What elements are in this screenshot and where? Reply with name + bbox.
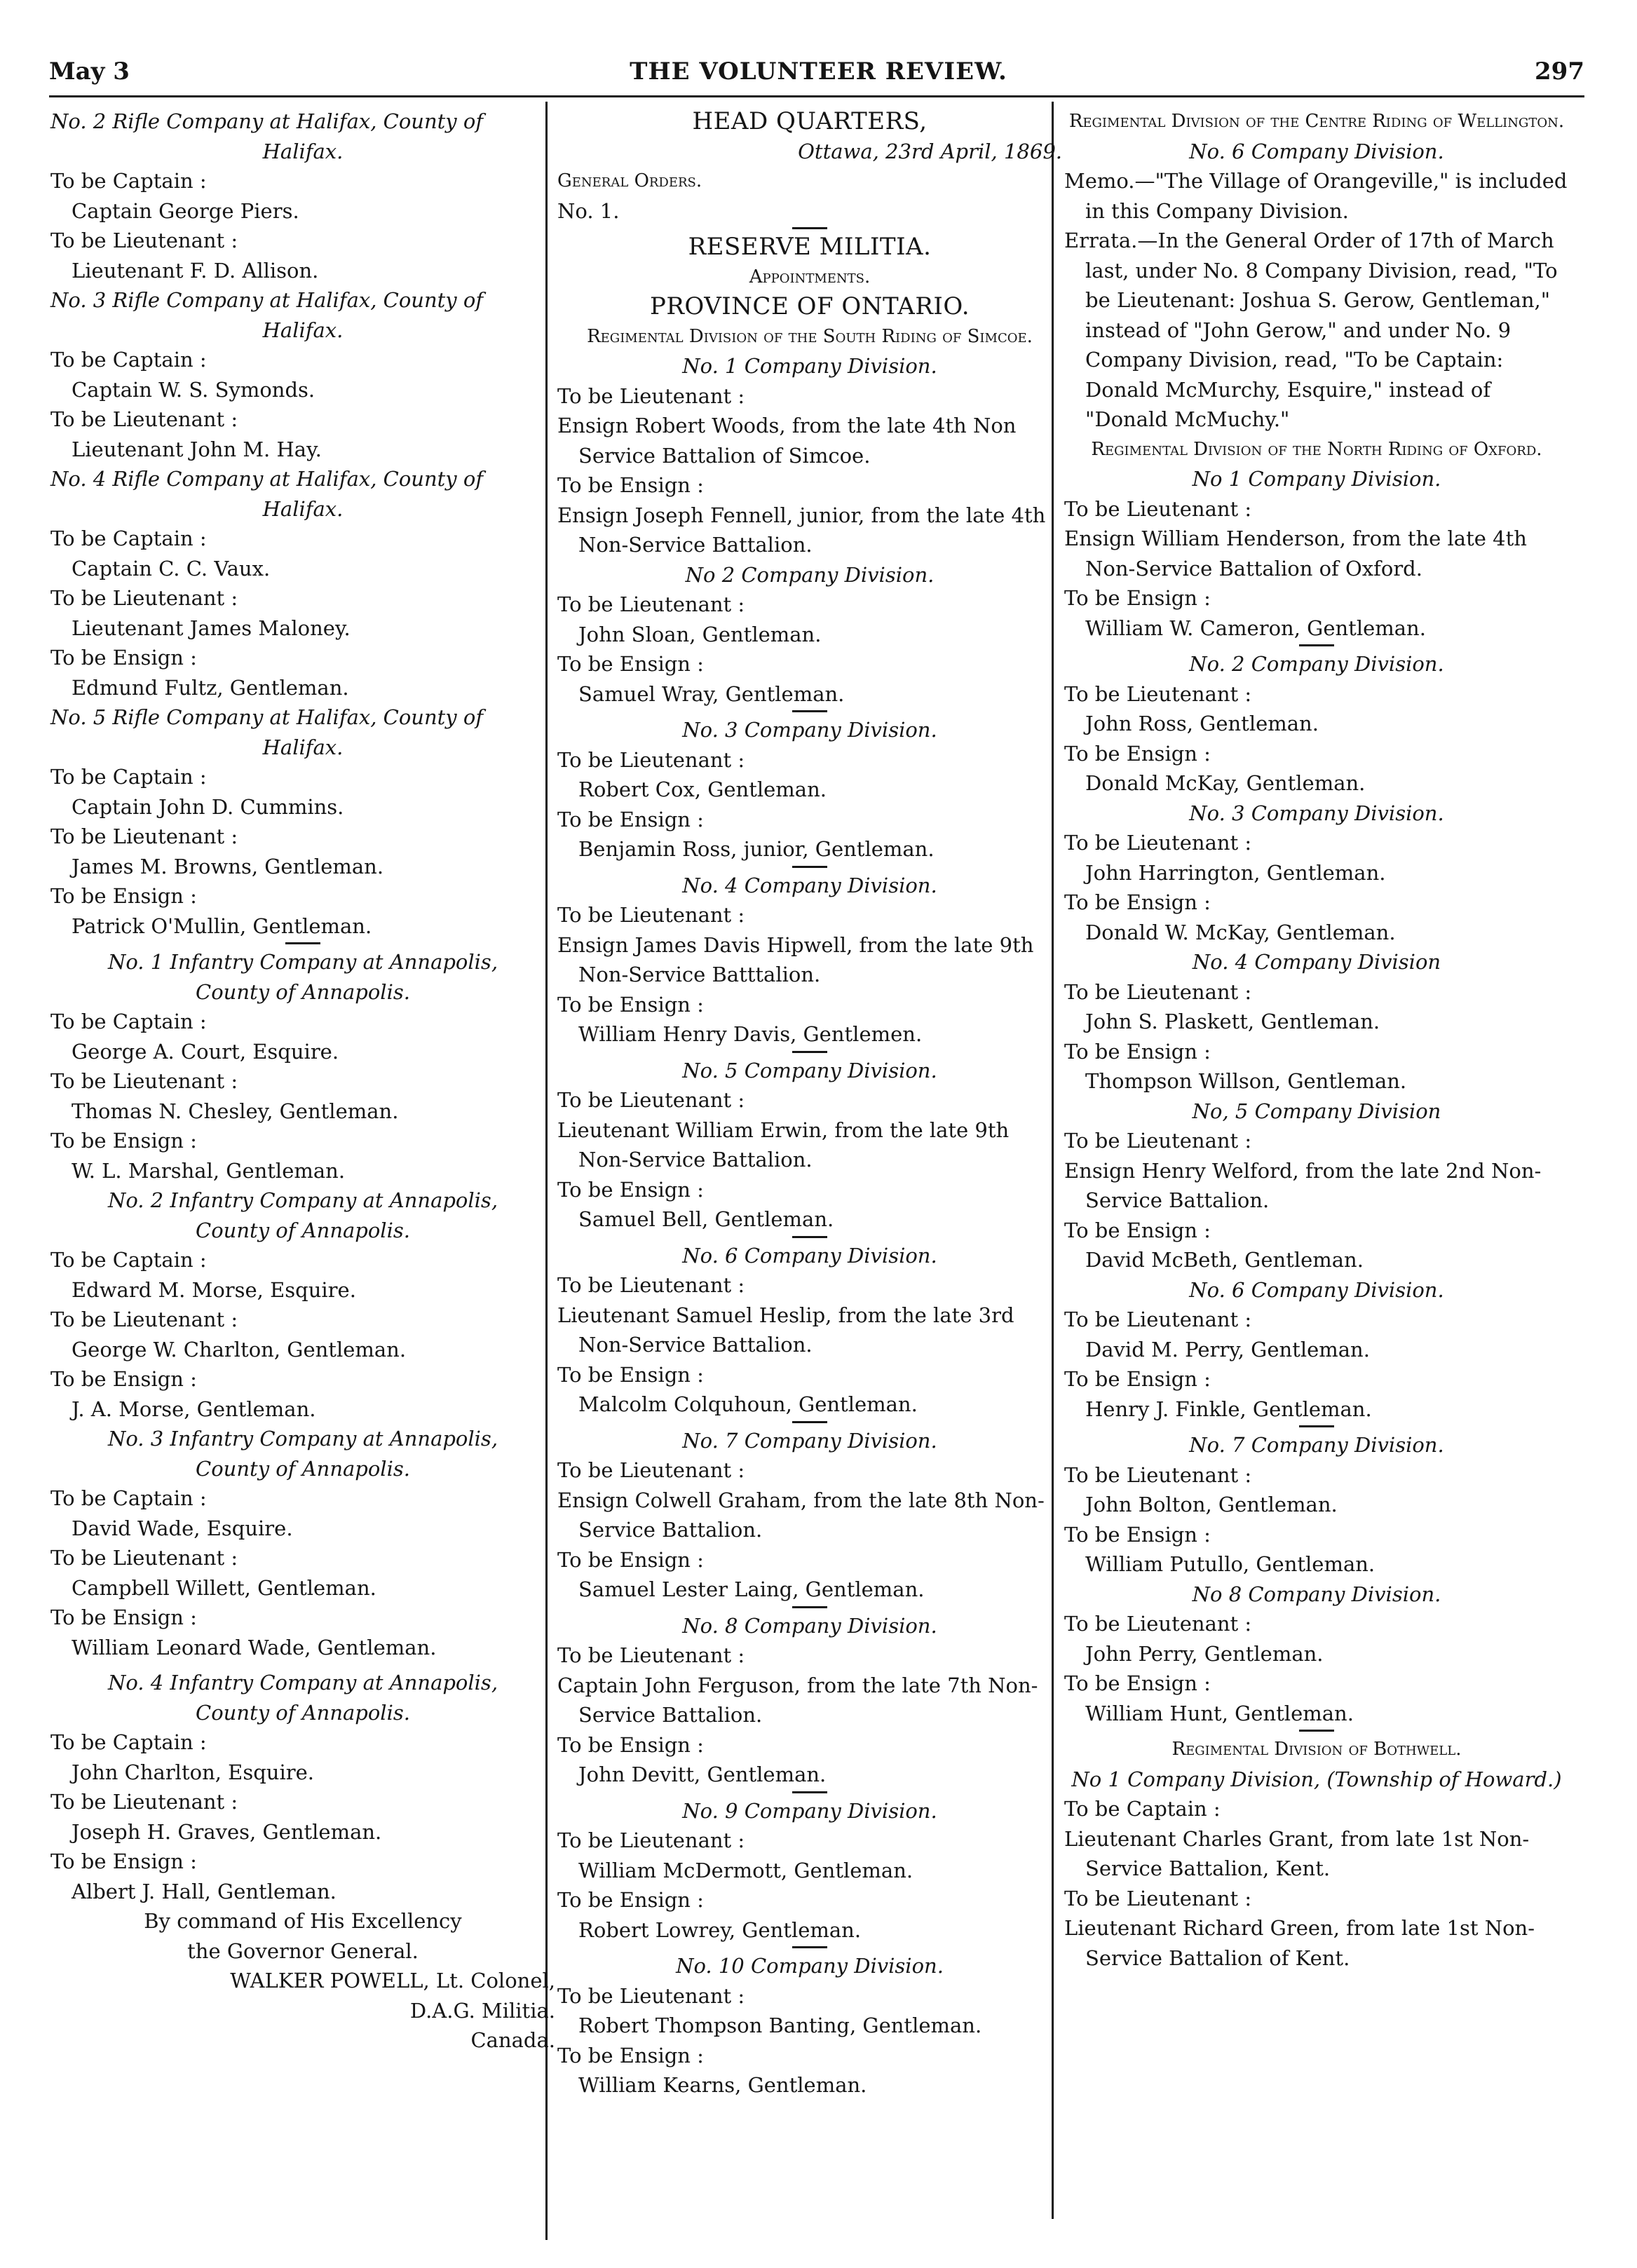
- text-line: Joseph H. Graves, Gentleman.: [72, 1819, 382, 1844]
- text-line: To be Lieutenant :: [1064, 1612, 1252, 1636]
- text-line: To be Lieutenant :: [1064, 1462, 1252, 1487]
- text-line: By command of His Excellency: [144, 1909, 462, 1933]
- page-number: 297: [1535, 57, 1584, 86]
- text-line: Lieutenant Richard Green, from late 1st Non-Service Battalion of Kent.: [1064, 1916, 1535, 1970]
- text-line: George W. Charlton, Gentleman.: [72, 1337, 407, 1362]
- text-line: To be Captain :: [50, 348, 207, 372]
- text-line: To be Ensign :: [1064, 1671, 1211, 1695]
- text-line: John Ross, Gentleman.: [1085, 712, 1319, 735]
- text-line: Halifax.: [262, 318, 344, 342]
- text-line: To be Lieutenant :: [1064, 1129, 1252, 1153]
- text-line: Captain George Piers.: [72, 198, 299, 223]
- text-line: To be Ensign :: [557, 473, 704, 497]
- text-line: John Harrington, Gentleman.: [1085, 860, 1386, 885]
- text-line: To be Ensign :: [557, 1888, 704, 1912]
- text-line: To be Lieutenant :: [557, 1458, 745, 1482]
- text-line: To be Ensign :: [557, 807, 704, 831]
- text-line: John Perry, Gentleman.: [1085, 1641, 1324, 1666]
- text-line: Campbell Willett, Gentleman.: [72, 1575, 376, 1600]
- text-line: No. 1 Infantry Company at Annapolis,: [107, 950, 498, 974]
- text-line: Thompson Willson, Gentleman.: [1085, 1069, 1407, 1093]
- text-line: To be Ensign :: [557, 992, 704, 1017]
- text-line: To be Captain :: [50, 1486, 207, 1510]
- text-line: To be Captain :: [50, 765, 207, 789]
- text-line: To be Lieutenant :: [557, 1273, 745, 1297]
- text-line: No. 6 Company Division.: [1189, 1277, 1444, 1302]
- text-line: To be Captain :: [50, 1010, 207, 1033]
- section-dash: [285, 942, 320, 944]
- text-line: Halifax.: [262, 139, 344, 163]
- text-line: William Putullo, Gentleman.: [1085, 1552, 1376, 1576]
- text-line: No. 3 Infantry Company at Annapolis,: [107, 1427, 498, 1451]
- text-line: To be Lieutenant :: [557, 1828, 745, 1852]
- text-line: Samuel Bell, Gentleman.: [578, 1207, 834, 1231]
- text-line: John Sloan, Gentleman.: [578, 622, 822, 646]
- text-line: Henry J. Finkle, Gentleman.: [1085, 1397, 1372, 1421]
- header-date: May 3: [49, 57, 130, 86]
- text-line: Robert Thompson Banting, Gentleman.: [578, 2014, 982, 2037]
- text-line: No. 4 Infantry Company at Annapolis,: [107, 1671, 498, 1695]
- text-line: To be Lieutenant :: [557, 383, 745, 408]
- text-line: To be Ensign :: [1064, 1522, 1211, 1547]
- text-line: To be Ensign :: [557, 1362, 704, 1387]
- text-line: To be Captain :: [50, 1730, 207, 1754]
- text-line: No. 3 Rifle Company at Halifax, County of: [50, 288, 484, 312]
- text-line: No. 1.: [557, 198, 620, 223]
- text-line: Ensign Colwell Graham, from the late 8th Non-Service Battalion.: [557, 1488, 1045, 1542]
- text-line: No. 4 Company Division.: [682, 873, 937, 897]
- text-line: Ensign Henry Welford, from the late 2nd Non-Service Battalion.: [1064, 1158, 1542, 1212]
- text-line: Lieutenant Charles Grant, from late 1st Non-Service Battalion, Kent.: [1064, 1826, 1530, 1880]
- text-line: George A. Court, Esquire.: [72, 1039, 339, 1064]
- text-line: No. 5 Company Division.: [682, 1058, 937, 1082]
- text-line: James M. Browns, Gentleman.: [72, 854, 384, 878]
- text-line: Lieutenant F. D. Allison.: [72, 258, 319, 283]
- text-line: To be Lieutenant :: [557, 1983, 745, 2008]
- text-line: Robert Lowrey, Gentleman.: [578, 1917, 862, 1942]
- text-line: To be Ensign :: [1064, 890, 1211, 914]
- column-1: [50, 107, 555, 2056]
- text-line: No, 5 Company Division: [1192, 1099, 1441, 1123]
- text-line: No 2 Company Division.: [685, 562, 935, 587]
- text-line: John Bolton, Gentleman.: [1085, 1493, 1338, 1516]
- column-2: [557, 107, 1062, 2100]
- text-line: RESERVE MILITIA.: [688, 233, 932, 261]
- text-line: Captain John Ferguson, from the late 7th Non-Service Battalion.: [557, 1673, 1038, 1727]
- text-line: No. 2 Company Division.: [1189, 652, 1444, 676]
- text-line: Thomas N. Chesley, Gentleman.: [72, 1099, 399, 1123]
- text-line: Captain John D. Cummins.: [72, 794, 344, 819]
- text-line: Appointments.: [749, 266, 871, 287]
- text-line: To be Lieutenant :: [557, 1643, 745, 1667]
- text-line: To be Captain :: [50, 1248, 207, 1272]
- text-line: Samuel Lester Laing, Gentleman.: [578, 1577, 925, 1601]
- text-line: No. 4 Company Division: [1192, 950, 1441, 974]
- text-line: Captain W. S. Symonds.: [72, 377, 315, 402]
- newspaper-title: THE VOLUNTEER REVIEW.: [630, 57, 1007, 86]
- text-line: No. 7 Company Division.: [1189, 1433, 1444, 1457]
- section-dash: [792, 1421, 827, 1423]
- text-line: David Wade, Esquire.: [72, 1516, 293, 1540]
- text-line: To be Ensign :: [1064, 586, 1211, 610]
- text-line: William McDermott, Gentleman.: [578, 1858, 913, 1882]
- text-line: To be Ensign :: [557, 1177, 704, 1202]
- text-line: To be Captain :: [50, 527, 207, 550]
- text-line: Memo.—"The Village of Orangeville," is included in this Company Division.: [1064, 169, 1568, 223]
- text-line: County of Annapolis.: [196, 979, 410, 1004]
- section-dash: [792, 1051, 827, 1053]
- section-dash: [1299, 1730, 1334, 1732]
- text-line: No 1 Company Division.: [1192, 467, 1441, 491]
- text-line: John Devitt, Gentleman.: [578, 1763, 827, 1786]
- text-line: William W. Cameron, Gentleman.: [1085, 616, 1426, 640]
- text-line: J. A. Morse, Gentleman.: [72, 1397, 316, 1421]
- header-rule: [49, 95, 1584, 97]
- text-line: Robert Cox, Gentleman.: [578, 777, 827, 801]
- text-line: Benjamin Ross, junior, Gentleman.: [578, 837, 935, 861]
- text-line: David M. Perry, Gentleman.: [1085, 1337, 1370, 1362]
- text-line: To be Lieutenant :: [50, 1069, 238, 1093]
- text-line: To be Lieutenant :: [50, 1790, 238, 1814]
- text-line: To be Lieutenant :: [1064, 831, 1252, 855]
- text-line: Regimental Division of Bothwell.: [1171, 1739, 1462, 1760]
- text-line: Donald McKay, Gentleman.: [1085, 771, 1366, 795]
- text-line: General Orders.: [557, 170, 702, 191]
- text-line: To be Ensign :: [50, 1367, 197, 1391]
- text-line: Halifax.: [262, 496, 344, 521]
- text-line: Donald W. McKay, Gentleman.: [1085, 920, 1396, 944]
- text-line: To be Captain :: [1064, 1797, 1221, 1821]
- text-line: To be Ensign :: [1064, 1367, 1211, 1391]
- text-line: To be Lieutenant :: [50, 229, 238, 252]
- text-line: To be Lieutenant :: [1064, 1886, 1252, 1910]
- text-line: No 1 Company Division, (Township of Howard.): [1071, 1767, 1562, 1791]
- text-line: Errata.—In the General Order of 17th of March last, under No. 8 Company Division, read, "To be Lieutenant: Joshua S. Gerow, Gentleman," instead of "John Gerow," and under No. 9 Company Division, read, "To be Captain: Donald McMurchy, Esquire," instead of "Donald McMuchy.": [1064, 229, 1558, 431]
- text-line: WALKER POWELL, Lt. Colonel,: [230, 1969, 555, 1992]
- text-line: Lieutenant John M. Hay.: [72, 437, 322, 461]
- text-line: To be Ensign :: [557, 2043, 704, 2067]
- text-line: No. 4 Rifle Company at Halifax, County of: [50, 467, 484, 491]
- text-line: No. 7 Company Division.: [682, 1428, 937, 1453]
- text-line: the Governor General.: [187, 1938, 419, 1963]
- text-line: Halifax.: [262, 735, 344, 759]
- section-dash: [792, 1236, 827, 1238]
- section-dash: [1299, 644, 1334, 646]
- text-line: John Charlton, Esquire.: [72, 1760, 314, 1784]
- column-3: [1064, 107, 1569, 1973]
- text-line: Lieutenant James Maloney.: [72, 616, 351, 640]
- text-line: To be Lieutenant :: [557, 1088, 745, 1112]
- text-line: Lieutenant William Erwin, from the late 9th Non-Service Battalion.: [557, 1118, 1010, 1172]
- text-line: No. 9 Company Division.: [682, 1798, 937, 1823]
- text-line: No. 5 Rifle Company at Halifax, County of: [50, 705, 484, 729]
- text-line: To be Lieutenant :: [50, 407, 238, 431]
- text-line: No. 2 Infantry Company at Annapolis,: [107, 1188, 498, 1212]
- text-line: No. 3 Company Division.: [682, 718, 937, 742]
- text-line: Ensign William Henderson, from the late 4th Non-Service Battalion of Oxford.: [1064, 527, 1527, 580]
- text-line: Ensign James Davis Hipwell, from the late 9th Non-Service Batttalion.: [557, 932, 1034, 986]
- text-line: To be Ensign :: [1064, 741, 1211, 766]
- text-line: Ensign Joseph Fennell, junior, from the late 4th Non-Service Battalion.: [557, 503, 1046, 557]
- text-line: To be Lieutenant :: [557, 592, 745, 616]
- text-line: Ensign Robert Woods, from the late 4th Non Service Battalion of Simcoe.: [557, 414, 1017, 468]
- text-line: Albert J. Hall, Gentleman.: [72, 1879, 337, 1903]
- section-dash: [792, 1791, 827, 1793]
- text-line: William Kearns, Gentleman.: [578, 2073, 867, 2097]
- text-line: To be Lieutenant :: [50, 1546, 238, 1570]
- text-line: To be Ensign :: [50, 646, 197, 670]
- text-line: Malcolm Colquhoun, Gentleman.: [578, 1392, 918, 1416]
- text-line: HEAD QUARTERS,: [692, 107, 928, 135]
- spacer: [50, 1662, 555, 1668]
- text-line: To be Ensign :: [50, 1129, 197, 1153]
- text-line: William Hunt, Gentleman.: [1085, 1701, 1354, 1725]
- text-line: To be Lieutenant :: [50, 824, 238, 848]
- text-line: No. 6 Company Division.: [1189, 139, 1444, 163]
- text-line: County of Annapolis.: [196, 1700, 410, 1725]
- text-line: No 8 Company Division.: [1192, 1582, 1441, 1606]
- text-line: To be Ensign :: [50, 1605, 197, 1629]
- text-line: To be Ensign :: [557, 652, 704, 676]
- text-line: Edmund Fultz, Gentleman.: [72, 675, 349, 700]
- text-line: To be Ensign :: [1064, 1039, 1211, 1064]
- text-line: David McBeth, Gentleman.: [1085, 1248, 1364, 1272]
- text-line: No. 2 Rifle Company at Halifax, County of: [50, 109, 484, 133]
- text-line: Regimental Division of the North Riding of Oxford.: [1091, 438, 1542, 460]
- text-line: To be Lieutenant :: [1064, 1308, 1252, 1331]
- text-line: To be Lieutenant :: [1064, 979, 1252, 1004]
- text-line: Regimental Division of the Centre Riding of Wellington.: [1068, 111, 1565, 132]
- text-line: Samuel Wray, Gentleman.: [578, 681, 845, 706]
- section-dash: [792, 1946, 827, 1948]
- text-line: Ottawa, 23rd April, 1869.: [798, 139, 1062, 163]
- text-line: No. 8 Company Division.: [682, 1613, 937, 1638]
- text-line: To be Lieutenant :: [50, 1308, 238, 1331]
- text-line: William Henry Davis, Gentlemen.: [578, 1022, 923, 1046]
- text-line: W. L. Marshal, Gentleman.: [72, 1158, 346, 1183]
- section-dash: [1299, 1425, 1334, 1427]
- text-line: County of Annapolis.: [196, 1456, 410, 1481]
- text-line: Lieutenant Samuel Heslip, from the late 3rd Non-Service Battalion.: [557, 1303, 1014, 1357]
- text-line: To be Ensign :: [50, 1849, 197, 1873]
- text-line: To be Ensign :: [1064, 1218, 1211, 1242]
- text-line: To be Ensign :: [557, 1547, 704, 1572]
- text-line: To be Lieutenant :: [557, 903, 745, 927]
- section-dash: [792, 1606, 827, 1608]
- text-line: To be Lieutenant :: [1064, 496, 1252, 521]
- section-dash: [792, 227, 827, 229]
- text-line: To be Captain :: [50, 169, 207, 193]
- text-line: To be Ensign :: [50, 884, 197, 908]
- text-line: No. 10 Company Division.: [676, 1954, 944, 1978]
- text-line: No. 1 Company Division.: [682, 354, 937, 378]
- section-dash: [792, 710, 827, 712]
- text-line: To be Ensign :: [557, 1732, 704, 1757]
- text-line: To be Lieutenant :: [50, 586, 238, 610]
- text-line: D.A.G. Militia.: [409, 1998, 555, 2023]
- text-line: Patrick O'Mullin, Gentleman.: [72, 914, 372, 938]
- text-line: Captain C. C. Vaux.: [72, 556, 271, 580]
- text-line: Canada.: [470, 2028, 555, 2052]
- text-line: No. 6 Company Division.: [682, 1243, 937, 1268]
- text-line: Regimental Division of the South Riding of Simcoe.: [587, 325, 1033, 347]
- text-line: No. 3 Company Division.: [1189, 801, 1444, 825]
- text-line: John S. Plaskett, Gentleman.: [1085, 1010, 1380, 1033]
- text-line: PROVINCE OF ONTARIO.: [649, 292, 970, 320]
- section-dash: [792, 866, 827, 868]
- text-line: County of Annapolis.: [196, 1218, 410, 1242]
- text-line: Edward M. Morse, Esquire.: [72, 1277, 356, 1302]
- text-line: William Leonard Wade, Gentleman.: [72, 1635, 437, 1659]
- text-line: To be Lieutenant :: [1064, 681, 1252, 706]
- text-line: To be Lieutenant :: [557, 747, 745, 772]
